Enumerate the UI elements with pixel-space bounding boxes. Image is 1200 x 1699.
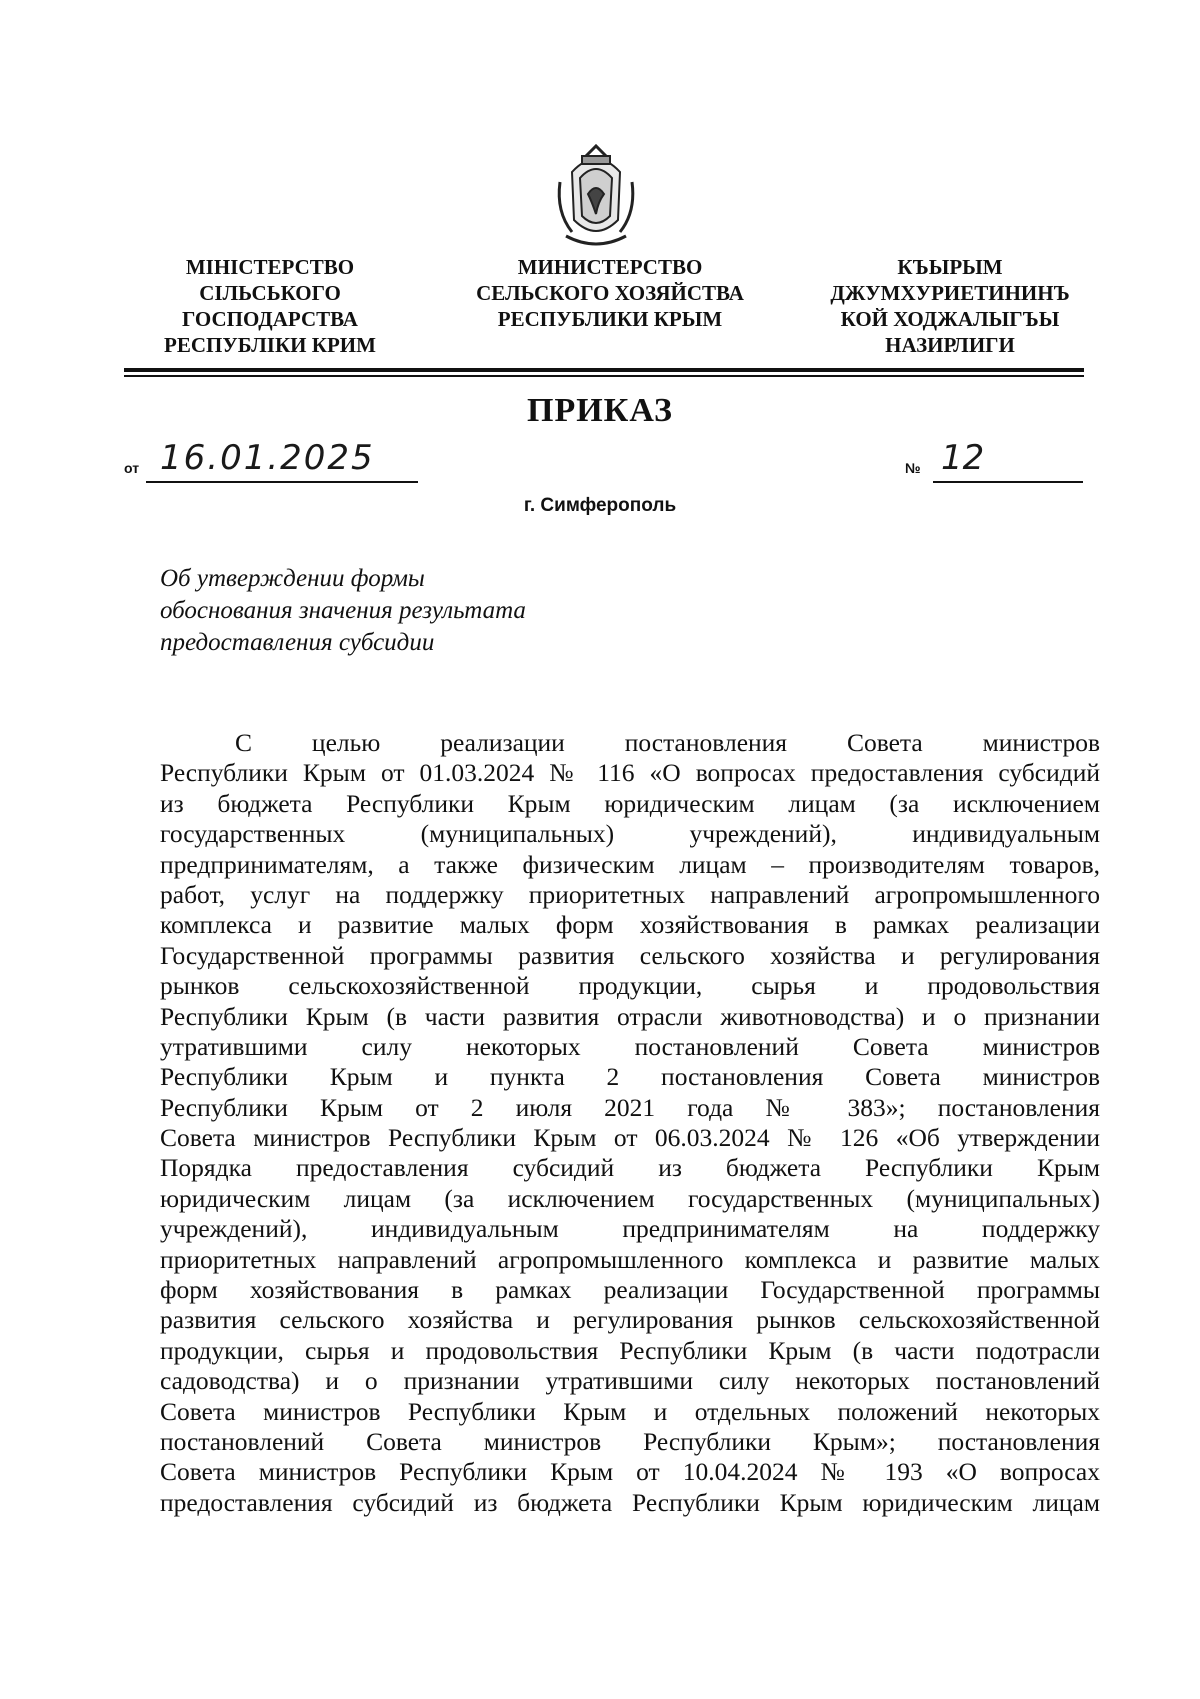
body-line: Республики Крым (в части развития отрасли животноводства) и о признании [160, 1001, 1100, 1031]
body-line: приоритетных направлений агропромышленного комплекса и развитие малых [160, 1244, 1100, 1274]
city-line: г. Симферополь [523, 495, 677, 516]
header-divider-thin [124, 375, 1084, 377]
body-line: форм хозяйствования в рамках реализации Государственной программы [160, 1275, 1100, 1305]
body-line: предоставления субсидий из бюджета Республики Крым юридическим лицам [160, 1487, 1100, 1517]
body-line: Республики Крым от 2 июля 2021 года № 383»; постановления [160, 1092, 1100, 1122]
body-line: комплекса и развитие малых форм хозяйствования в рамках реализации [160, 910, 1100, 940]
body-line: юридическим лицам (за исключением государственных (муниципальных) [160, 1183, 1100, 1213]
subject-line: Об утверждении формы [160, 565, 425, 592]
body-line: Совета министров Республики Крым от 10.04.2024 № 193 «О вопросах [160, 1457, 1100, 1487]
body-line: рынков сельскохозяйственной продукции, сырья и продовольствия [160, 971, 1100, 1001]
date-field [124, 438, 424, 484]
body-line: Республики Крым от 01.03.2024 № 116 «О вопросах предоставления субсидий [160, 758, 1100, 788]
body-line: из бюджета Республики Крым юридическим лицам (за исключением [160, 788, 1100, 818]
number-prefix: № [905, 460, 921, 476]
body-line: Совета министров Республики Крым от 06.03.2024 № 126 «Об утверждении [160, 1123, 1100, 1153]
body-line: продукции, сырья и продовольствия Республики Крым (в части подотрасли [160, 1335, 1100, 1365]
handwritten-date: 16.01.2025 [160, 438, 375, 478]
number-underline [933, 481, 1083, 483]
ministry-name-ukrainian: МІНІСТЕРСТВО СІЛЬСЬКОГО ГОСПОДАРСТВА РЕСПУБЛІКИ КРИМ [164, 255, 376, 357]
body-line: Совета министров Республики Крым и отдельных положений некоторых [160, 1396, 1100, 1426]
body-line: государственных (муниципальных) учреждений), индивидуальным [160, 819, 1100, 849]
ministry-header [120, 254, 1100, 362]
body-line: садоводства) и о признании утратившими силу некоторых постановлений [160, 1366, 1100, 1396]
date-underline [146, 481, 418, 483]
body-line: работ, услуг на поддержку приоритетных направлений агропромышленного [160, 879, 1100, 909]
body-line: С целью реализации постановления Совета министров [235, 728, 1100, 757]
header-divider-thick [124, 368, 1084, 372]
ministry-name-crimean-tatar: КЪЫРЫМ ДЖУМХУРИЕТИНИНЪ КОЙ ХОДЖАЛЫГЪЫ НАЗИРЛИГИ [830, 255, 1070, 357]
body-line: Республики Крым и пункта 2 постановления Совета министров [160, 1062, 1100, 1092]
body-line: утратившими силу некоторых постановлений Совета министров [160, 1031, 1100, 1061]
date-prefix: от [124, 460, 140, 476]
ministry-name-russian: МИНИСТЕРСТВО СЕЛЬСКОГО ХОЗЯЙСТВА РЕСПУБЛИКИ КРЫМ [476, 255, 744, 331]
subject-block [160, 563, 680, 659]
subject-line: обоснования значения результата [160, 597, 526, 624]
subject-line: предоставления субсидии [160, 629, 435, 656]
body-line: развития сельского хозяйства и регулирования рынков сельскохозяйственной [160, 1305, 1100, 1335]
body-line: предпринимателям, а также физическим лицам – производителям товаров, [160, 849, 1100, 879]
body-line: Государственной программы развития сельского хозяйства и регулирования [160, 940, 1100, 970]
body-line: учреждений), индивидуальным предпринимателям на поддержку [160, 1214, 1100, 1244]
number-field [905, 438, 1085, 484]
handwritten-number: 12 [941, 438, 985, 478]
body-paragraph [160, 728, 1100, 1518]
document-title: ПРИКАЗ [527, 392, 673, 429]
body-line: Порядка предоставления субсидий из бюджета Республики Крым [160, 1153, 1100, 1183]
crimea-coat-of-arms-icon [552, 142, 640, 250]
body-line: постановлений Совета министров Республики Крым»; постановления [160, 1426, 1100, 1456]
